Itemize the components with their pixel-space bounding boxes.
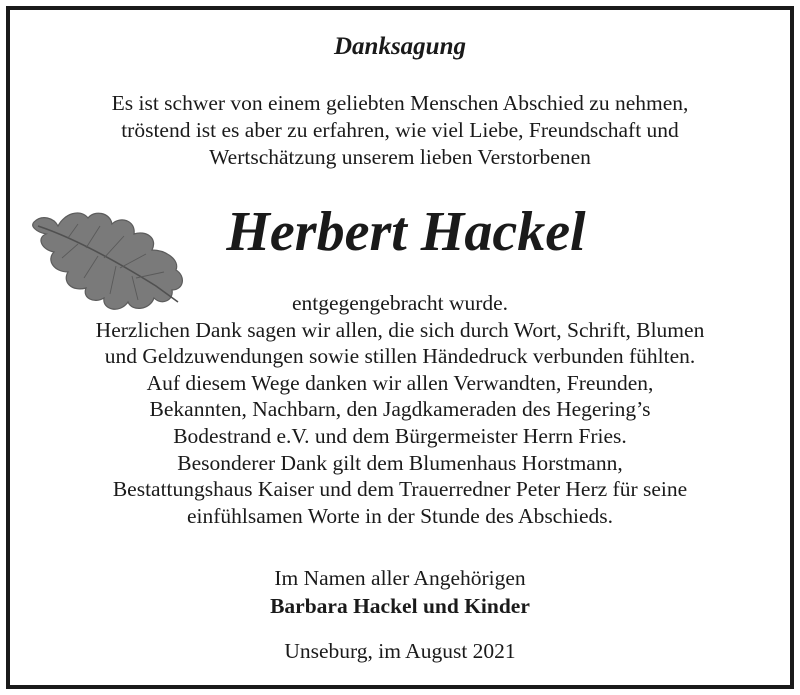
notice-heading: Danksagung [334, 33, 466, 60]
thanks-line: Bodestrand e.V. und dem Bürgermeister Herrn Fries. [173, 423, 627, 448]
thanks-line: und Geldzuwendungen sowie stillen Händedruck verbunden fühlten. [104, 344, 696, 369]
signoff [10, 564, 790, 620]
intro-line: tröstend ist es aber zu erfahren, wie viel Liebe, Freundschaft und [121, 118, 679, 142]
notice-content [10, 10, 790, 685]
signers: Barbara Hackel und Kinder [270, 594, 530, 618]
thanks-line: Bekannten, Nachbarn, den Jagdkameraden des Hegering’s [149, 397, 651, 422]
thanks-line: Besonderer Dank gilt dem Blumenhaus Horstmann, [177, 450, 623, 475]
thanks-line: Auf diesem Wege danken wir allen Verwandten, Freunden, [146, 370, 654, 395]
place-date: Unseburg, im August 2021 [284, 639, 516, 663]
thanks-line: Herzlichen Dank sagen wir allen, die sich durch Wort, Schrift, Blumen [95, 317, 705, 342]
intro-line: Wertschätzung unserem lieben Verstorbenen [209, 145, 591, 169]
deceased-name: Herbert Hackel [226, 201, 586, 263]
signoff-line: Im Namen aller Angehörigen [274, 566, 526, 590]
thanks-line: Bestattungshaus Kaiser und dem Trauerredner Peter Herz für seine [112, 477, 688, 502]
thanks-text [10, 290, 790, 529]
thanks-line: entgegengebracht wurde. [291, 291, 509, 315]
thanks-line: einfühlsamen Worte in der Stunde des Abschieds. [186, 503, 613, 528]
notice-frame [6, 6, 794, 689]
intro-text [10, 90, 790, 171]
intro-line: Es ist schwer von einem geliebten Menschen Abschied zu nehmen, [111, 91, 689, 115]
